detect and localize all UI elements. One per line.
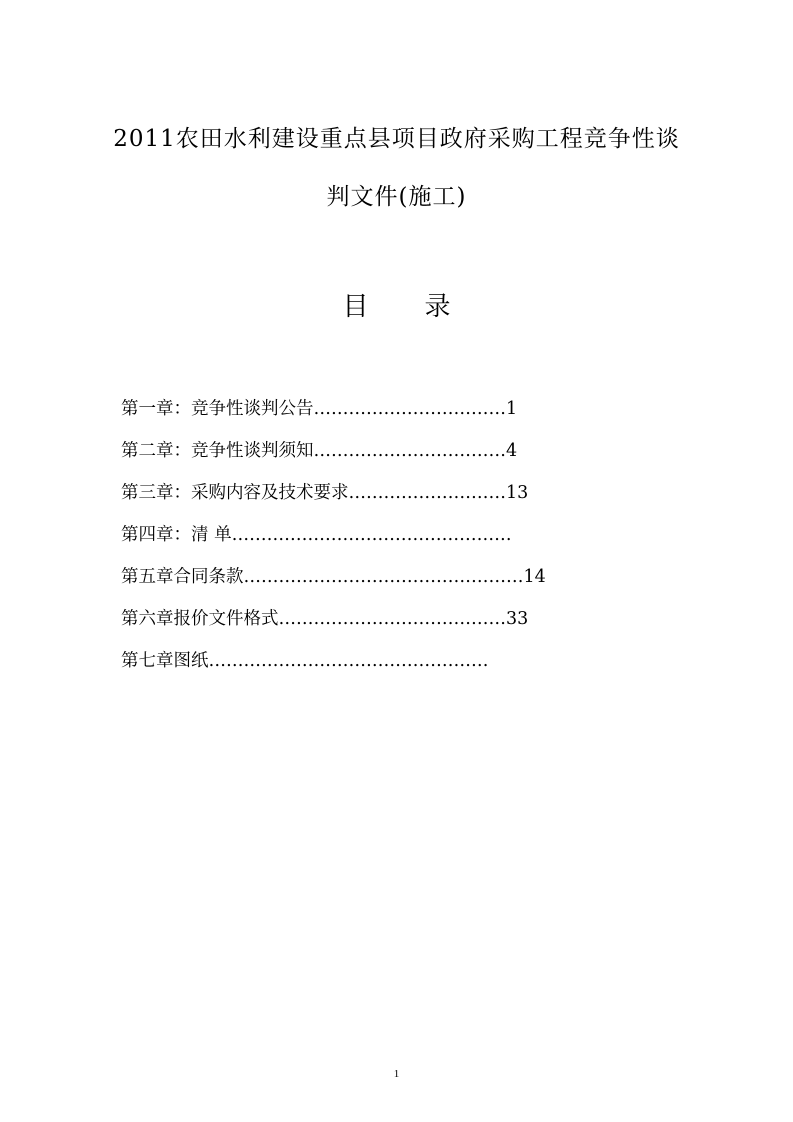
toc-page-number: 1 xyxy=(506,399,518,419)
toc-leader-dots: ………………………………… xyxy=(278,609,506,629)
toc-chapter-title: 清 单 xyxy=(191,525,232,545)
toc-entry-chapter-5[interactable] xyxy=(121,562,681,604)
toc-leader-dots: ………………………………………… xyxy=(208,651,489,671)
toc-chapter-number: 第六章 xyxy=(121,609,174,629)
toc-entry-chapter-1[interactable] xyxy=(121,394,681,436)
toc-heading-char-1: 目 xyxy=(342,292,369,322)
toc-leader-dots: ……………………… xyxy=(348,483,506,503)
document-title-line-2: 判文件(施工) xyxy=(326,184,467,210)
toc-page-number: 4 xyxy=(506,441,518,461)
toc-entry-chapter-3[interactable] xyxy=(121,478,681,520)
toc-entry-chapter-4[interactable] xyxy=(121,520,681,562)
toc-chapter-title: 报价文件格式 xyxy=(173,609,279,629)
toc-chapter-title: 竞争性谈判须知 xyxy=(191,441,314,461)
toc-entry-chapter-6[interactable] xyxy=(121,604,681,646)
toc-page-number: 13 xyxy=(506,483,529,503)
toc-chapter-number: 第七章 xyxy=(121,651,174,671)
toc-entry-chapter-7[interactable] xyxy=(121,646,681,688)
toc-leader-dots: …………………………… xyxy=(313,399,506,419)
toc-chapter-number: 第五章 xyxy=(121,567,174,587)
toc-leader-dots: …………………………… xyxy=(313,441,506,461)
footer-page-number: 1 xyxy=(393,1068,400,1080)
toc-heading xyxy=(0,286,793,323)
toc-leader-dots: ………………………………………… xyxy=(231,525,512,545)
toc-heading-char-2: 录 xyxy=(424,292,451,322)
toc-chapter-number: 第三章： xyxy=(121,483,191,503)
toc-page-number: 14 xyxy=(523,567,546,587)
toc-chapter-number: 第二章： xyxy=(121,441,191,461)
toc-chapter-title: 合同条款 xyxy=(173,567,244,587)
toc-page-number: 33 xyxy=(506,609,529,629)
toc-chapter-title: 竞争性谈判公告 xyxy=(191,399,314,419)
toc-leader-dots: ………………………………………… xyxy=(243,567,524,587)
toc-chapter-title: 采购内容及技术要求 xyxy=(191,483,349,503)
table-of-contents xyxy=(121,394,681,688)
toc-chapter-title: 图纸 xyxy=(173,651,209,671)
toc-entry-chapter-2[interactable] xyxy=(121,436,681,478)
toc-chapter-number: 第四章： xyxy=(121,525,191,545)
toc-chapter-number: 第一章： xyxy=(121,399,191,419)
document-title-line-1: 2011农田水利建设重点县项目政府采购工程竞争性谈 xyxy=(113,126,680,152)
